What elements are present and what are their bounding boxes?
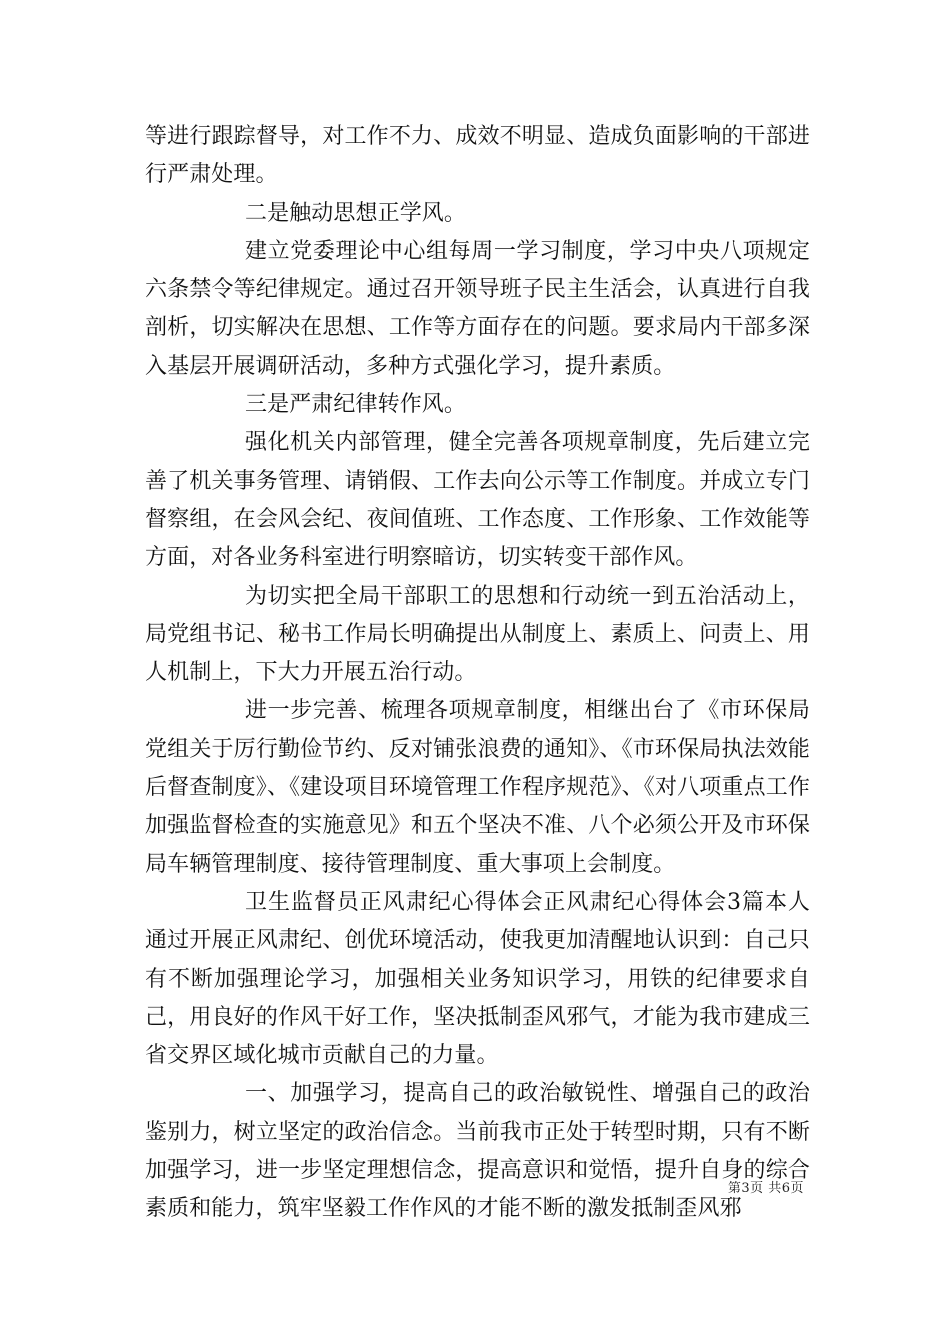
paragraph-health-inspector: 卫生监督员正风肃纪心得体会正风肃纪心得体会3篇本人通过开展正风肃纪、创优环境活动，使我更加清醒地认识到：自己只有不断加强理论学习，加强相关业务知识学习，用铁的纪律要求自己，用良好的作风干好工作，坚决抵制歪风邪气，才能为我市建成三省交界区域化城市贡献自己的力量。 <box>145 889 810 1069</box>
document-body <box>145 118 810 1229</box>
paragraph-study-system: 建立党委理论中心组每周一学习制度，学习中央八项规定六条禁令等纪律规定。通过召开领导班子民主生活会，认真进行自我剖析，切实解决在思想、工作等方面存在的问题。要求局内干部多深入基层开展调研活动，多种方式强化学习，提升素质。 <box>145 238 810 379</box>
section-heading-study-style: 二是触动思想正学风。 <box>245 200 467 226</box>
paragraph-internal-management: 强化机关内部管理，健全完善各项规章制度，先后建立完善了机关事务管理、请销假、工作去向公示等工作制度。并成立专门督察组，在会风会纪、夜间值班、工作态度、工作形象、工作效能等方面，对各业务科室进行明察暗访，切实转变干部作风。 <box>145 430 810 571</box>
page-number-footer: 第3页 共6页 <box>727 1181 804 1196</box>
paragraph-five-governance: 为切实把全局干部职工的思想和行动统一到五治活动上，局党组书记、秘书工作局长明确提出从制度上、素质上、问责上、用人机制上，下大力开展五治行动。 <box>145 583 810 686</box>
paragraph-regulations: 进一步完善、梳理各项规章制度，相继出台了《市环保局党组关于厉行勤俭节约、反对铺张浪费的通知》、《市环保局执法效能后督查制度》、《建设项目环境管理工作程序规范》、《对八项重点工作加强监督检查的实施意见》和五个坚决不准、八个必须公开及市环保局车辆管理制度、接待管理制度、重大事项上会制度。 <box>145 698 810 877</box>
section-heading-discipline: 三是严肃纪律转作风。 <box>245 392 467 418</box>
paragraph-continuation: 等进行跟踪督导，对工作不力、成效不明显、造成负面影响的干部进行严肃处理。 <box>145 124 810 188</box>
paragraph-strengthen-learning: 一、加强学习，提高自己的政治敏锐性、增强自己的政治鉴别力，树立坚定的政治信念。当前我市正处于转型时期，只有不断加强学习，进一步坚定理想信念，提高意识和觉悟，提升自身的综合素质和能力，筑牢坚毅工作作风的才能不断的激发抵制歪风邪 <box>145 1081 810 1222</box>
